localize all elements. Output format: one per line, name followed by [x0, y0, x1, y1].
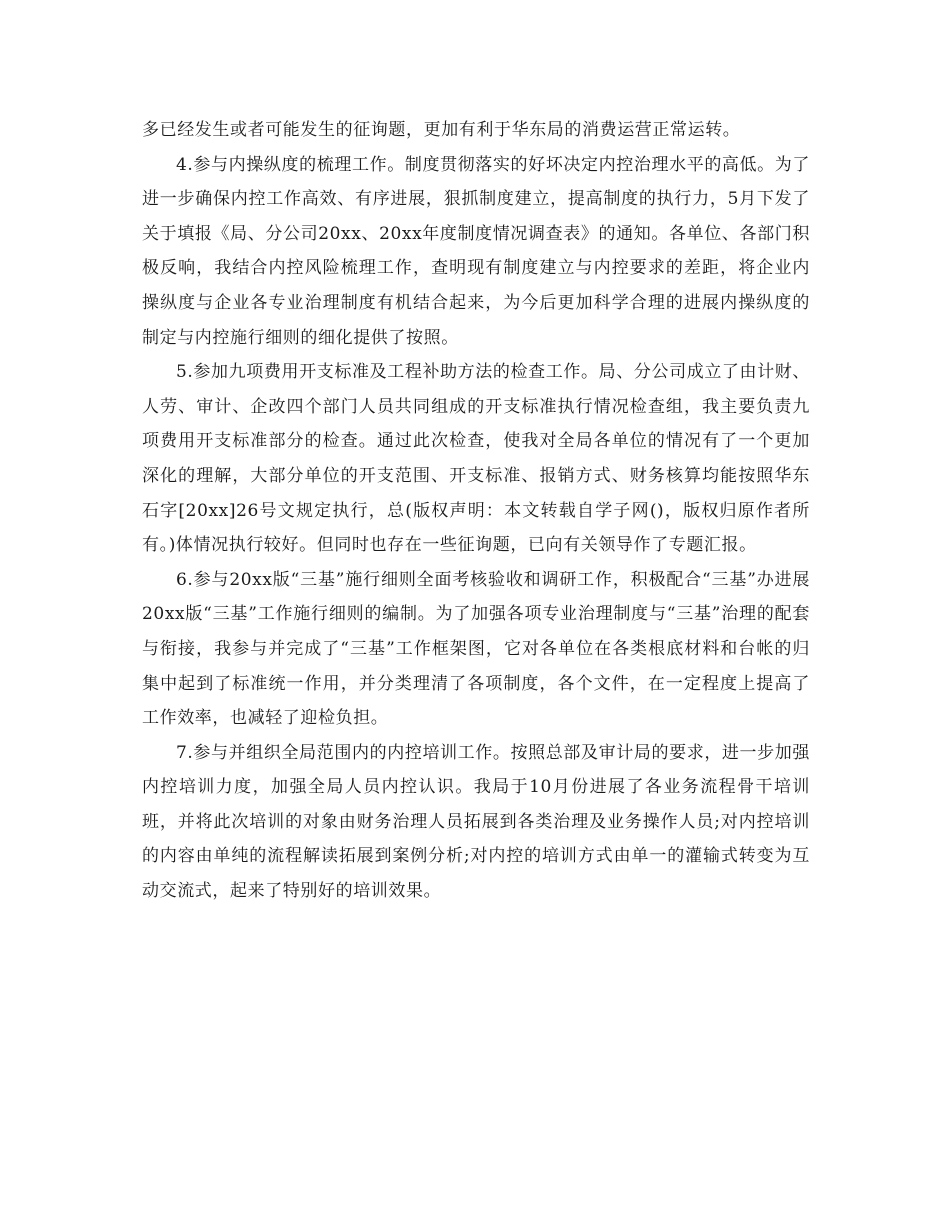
paragraph-continuation: 多已经发生或者可能发生的征询题，更加有利于华东局的消费运营正常运转。	[142, 120, 741, 140]
paragraph-item-7: 7.参与并组织全局范围内的内控培训工作。按照总部及审计局的要求，进一步加强内控培训力度，加强全局人员内控认识。我局于10月份进展了各业务流程骨干培训班，并将此次培训的对象由财务治理人员拓展到各类治理及业务操作人员;对内控培训的内容由单纯的流程解读拓展到案例分析;对内控的培训方式由单一的灌输式转变为互动交流式，起来了特别好的培训效果。	[142, 742, 810, 902]
paragraph-item-5: 5.参加九项费用开支标准及工程补助方法的检查工作。局、分公司成立了由计财、人劳、审计、企改四个部门人员共同组成的开支标准执行情况检查组，我主要负责九项费用开支标准部分的检查。通过此次检查，使我对全局各单位的情况有了一个更加深化的理解，大部分单位的开支范围、开支标准、报销方式、财务核算均能按照华东石字[20xx]26号文规定执行，总(版权声明：本文转载自学子网()，版权归原作者所有。)体情况执行较好。但同时也存在一些征询题，已向有关领导作了专题汇报。	[142, 362, 810, 556]
document-body	[142, 113, 810, 909]
paragraph-item-4: 4.参与内操纵度的梳理工作。制度贯彻落实的好坏决定内控治理水平的高低。为了进一步确保内控工作高效、有序进展，狠抓制度建立，提高制度的执行力，5月下发了关于填报《局、分公司20xx、20xx年度制度情况调查表》的通知。各单位、各部门积极反响，我结合内控风险梳理工作，查明现有制度建立与内控要求的差距，将企业内操纵度与企业各专业治理制度有机结合起来，为今后更加科学合理的进展内操纵度的制定与内控施行细则的细化提供了按照。	[142, 154, 810, 348]
paragraph-item-6: 6.参与20xx版“三基”施行细则全面考核验收和调研工作，积极配合“三基”办进展20xx版“三基”工作施行细则的编制。为了加强各项专业治理制度与“三基”治理的配套与衔接，我参与并完成了“三基”工作框架图，它对各单位在各类根底材料和台帐的归集中起到了标准统一作用，并分类理清了各项制度，各个文件，在一定程度上提高了工作效率，也减轻了迎检负担。	[142, 569, 810, 729]
